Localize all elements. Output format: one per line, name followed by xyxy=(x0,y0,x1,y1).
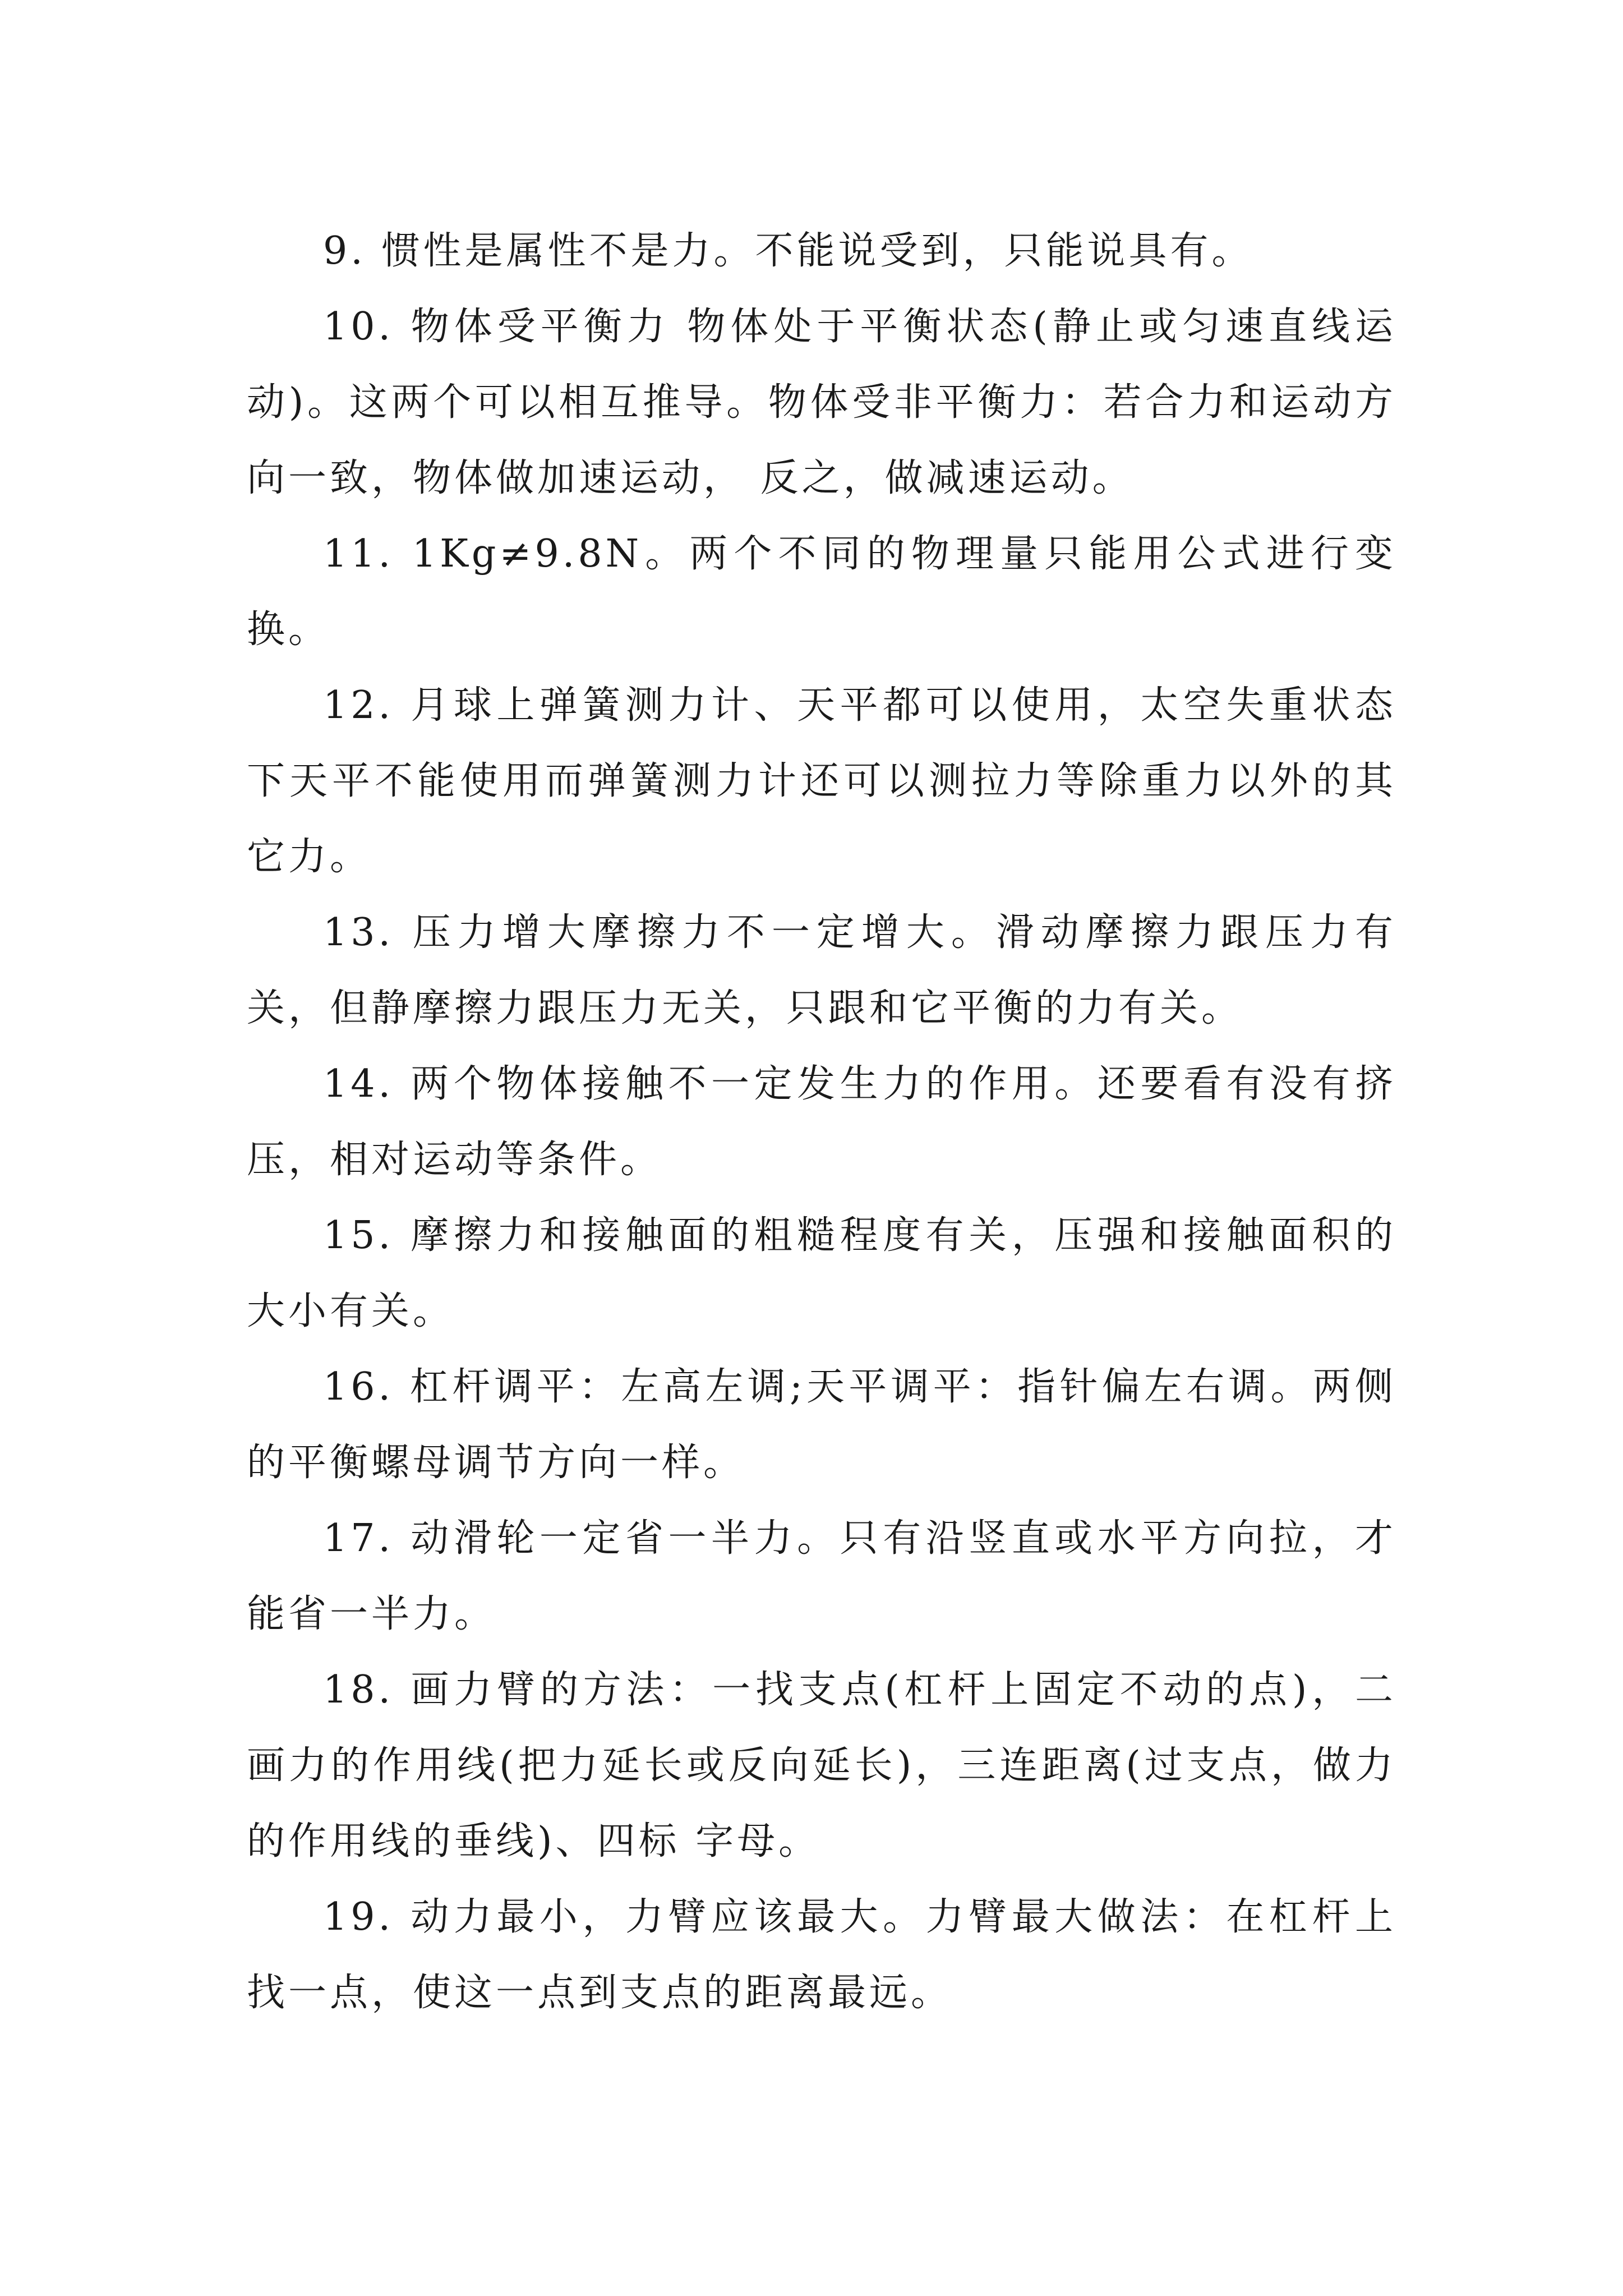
paragraph-11: 11. 1Kg≠9.8N。两个不同的物理量只能用公式进行变换。 xyxy=(247,532,1396,652)
paragraph-13: 13. 压力增大摩擦力不一定增大。滑动摩擦力跟压力有关，但静摩擦力跟压力无关，只跟和它平衡的力有关。 xyxy=(247,910,1396,1030)
paragraph-9: 9. 惯性是属性不是力。不能说受到，只能说具有。 xyxy=(323,229,1253,273)
paragraph-10: 10. 物体受平衡力 物体处于平衡状态(静止或匀速直线运动)。这两个可以相互推导。物体受非平衡力：若合力和运动方向一致，物体做加速运动， 反之，做减速运动。 xyxy=(247,305,1396,500)
paragraph-15: 15. 摩擦力和接触面的粗糙程度有关，压强和接触面积的大小有关。 xyxy=(247,1213,1396,1333)
paragraph-18: 18. 画力臂的方法：一找支点(杠杆上固定不动的点)，二画力的作用线(把力延长或反向延长)，三连距离(过支点，做力的作用线的垂线)、四标 字母。 xyxy=(247,1668,1396,1864)
document-body xyxy=(247,213,1396,2031)
paragraph-17: 17. 动滑轮一定省一半力。只有沿竖直或水平方向拉，才能省一半力。 xyxy=(247,1516,1396,1636)
paragraph-19: 19. 动力最小，力臂应该最大。力臂最大做法：在杠杆上找一点，使这一点到支点的距离最远。 xyxy=(247,1895,1396,2015)
paragraph-12: 12. 月球上弹簧测力计、天平都可以使用，太空失重状态下天平不能使用而弹簧测力计还可以测拉力等除重力以外的其它力。 xyxy=(247,683,1396,879)
paragraph-16: 16. 杠杆调平：左高左调;天平调平：指针偏左右调。两侧的平衡螺母调节方向一样。 xyxy=(247,1365,1396,1485)
paragraph-14: 14. 两个物体接触不一定发生力的作用。还要看有没有挤压，相对运动等条件。 xyxy=(247,1062,1396,1182)
